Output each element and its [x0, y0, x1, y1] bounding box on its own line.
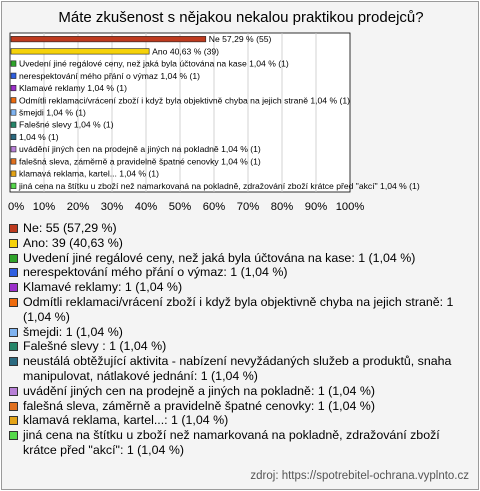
legend-label: falešná sleva, záměrně a pravidelně špatné cenovky: 1 (1,04 %) — [23, 398, 375, 413]
legend-swatch — [9, 402, 18, 411]
legend-swatch — [9, 254, 18, 263]
x-tick-label: 70% — [236, 201, 260, 213]
bar — [11, 49, 149, 55]
legend-item — [9, 265, 475, 280]
bar — [11, 73, 16, 79]
bar — [11, 122, 16, 128]
x-tick-label: 20% — [66, 201, 90, 213]
bar-label: Odmítli reklamaci/vrácení zboží i když byla objektivně chyba na jejich straně 1,04 % (1) — [19, 95, 351, 106]
legend-swatch — [9, 298, 18, 307]
bar — [11, 134, 16, 140]
bar-label: Ne 57,29 % (55) — [208, 34, 272, 45]
x-tick-label: 80% — [270, 201, 294, 213]
bar-label: Ano 40,63 % (39) — [152, 46, 220, 57]
legend-item — [9, 428, 475, 458]
bar — [11, 171, 16, 177]
x-tick-label: 0% — [8, 201, 25, 213]
bar-label: falešná sleva, záměrně a pravidelně špatné cenovky 1,04 % (1) — [19, 156, 261, 167]
legend-label: Ne: 55 (57,29 %) — [23, 221, 117, 235]
bar-label: Klamavé reklamy 1,04 % (1) — [19, 83, 127, 94]
legend-item — [9, 413, 475, 428]
bar — [11, 85, 16, 91]
legend-label: Klamavé reklamy: 1 (1,04 %) — [23, 280, 183, 295]
legend-label: uvádění jiných cen na prodejně a jiných na pokladně: 1 (1,04 %) — [23, 383, 375, 398]
x-tick-label: 60% — [202, 201, 226, 213]
legend-swatch — [9, 342, 18, 351]
bar — [11, 159, 16, 165]
legend-swatch — [9, 431, 18, 440]
legend-swatch — [9, 239, 18, 248]
bar-label: Falešné slevy 1,04 % (1) — [19, 119, 114, 130]
legend-swatch — [9, 283, 18, 292]
bar — [11, 183, 16, 189]
chart-legend — [9, 221, 475, 458]
legend-label: Uvedení jiné regálové ceny, než jaká byla účtována na kase: 1 (1,04 %) — [23, 250, 416, 265]
bar-label: 1,04 % (1) — [19, 131, 59, 142]
x-tick-label: 90% — [304, 201, 328, 213]
legend-label: Ano: 39 (40,63 %) — [23, 235, 123, 250]
source-note: zdroj: https://spotrebitel-ochrana.vyplnto.cz — [250, 470, 469, 482]
x-tick-label: 40% — [134, 201, 158, 213]
bar-label: šmejdi 1,04 % (1) — [19, 107, 86, 118]
legend-swatch — [9, 268, 18, 277]
legend-label: Falešné slevy : 1 (1,04 %) — [23, 339, 167, 354]
legend-label: klamavá reklama, kartel...: 1 (1,04 %) — [23, 413, 229, 428]
bar — [11, 110, 16, 116]
x-tick-label: 30% — [100, 201, 124, 213]
bar — [11, 36, 206, 42]
legend-item — [9, 280, 475, 295]
legend-item — [9, 325, 475, 340]
legend-item — [9, 384, 475, 399]
bar-label: klamavá reklama, kartel... 1,04 % (1) — [19, 168, 159, 179]
legend-label: jiná cena na štítku u zboží než namarkovaná na pokladně, zdražování zboží krátce před "akcí": 1 (1,04 %) — [23, 428, 440, 457]
legend-swatch — [9, 224, 18, 233]
legend-item — [9, 236, 475, 251]
bar — [11, 61, 16, 66]
x-tick-label: 10% — [32, 201, 56, 213]
bar-label: Uvedení jiné regálové ceny, než jaká byla účtována na kase 1,04 % (1) — [19, 58, 289, 69]
chart-frame — [1, 1, 479, 490]
bar — [11, 98, 16, 104]
legend-item — [9, 295, 475, 325]
legend-swatch — [9, 416, 18, 425]
legend-swatch — [9, 357, 18, 366]
legend-label: nerespektování mého přání o výmaz: 1 (1,04 %) — [23, 265, 288, 280]
legend-item — [9, 339, 475, 354]
x-tick-label: 100% — [335, 201, 365, 213]
legend-swatch — [9, 328, 18, 337]
legend-item — [9, 251, 475, 266]
bar — [11, 146, 16, 152]
bar-label: jiná cena na štítku u zboží než namarkovaná na pokladně, zdražování zboží krátce před "akcí" 1,04 % (1) — [19, 180, 420, 191]
x-tick-label: 50% — [168, 201, 192, 213]
legend-label: Odmítli reklamaci/vrácení zboží i když byla objektivně chyba na jejich straně: 1 (1,04 %) — [23, 294, 454, 324]
legend-item — [9, 399, 475, 414]
legend-item — [9, 221, 475, 236]
bar-label: nerespektování mého přání o výmaz 1,04 % (1) — [19, 70, 201, 81]
legend-label: neustálá obtěžující aktivita - nabízení nevyžádaných služeb a produktů, snaha manipulovat, nátlakové jednání: 1 (1,04 %) — [23, 354, 452, 383]
chart-title: Máte zkušenost s nějakou nekalou praktikou prodejců? — [58, 9, 424, 26]
legend-item — [9, 354, 475, 384]
bar-label: uvádění jiných cen na prodejně a jiných na pokladně 1,04 % (1) — [19, 144, 261, 155]
legend-swatch — [9, 387, 18, 396]
legend-label: šmejdi: 1 (1,04 %) — [23, 324, 123, 339]
